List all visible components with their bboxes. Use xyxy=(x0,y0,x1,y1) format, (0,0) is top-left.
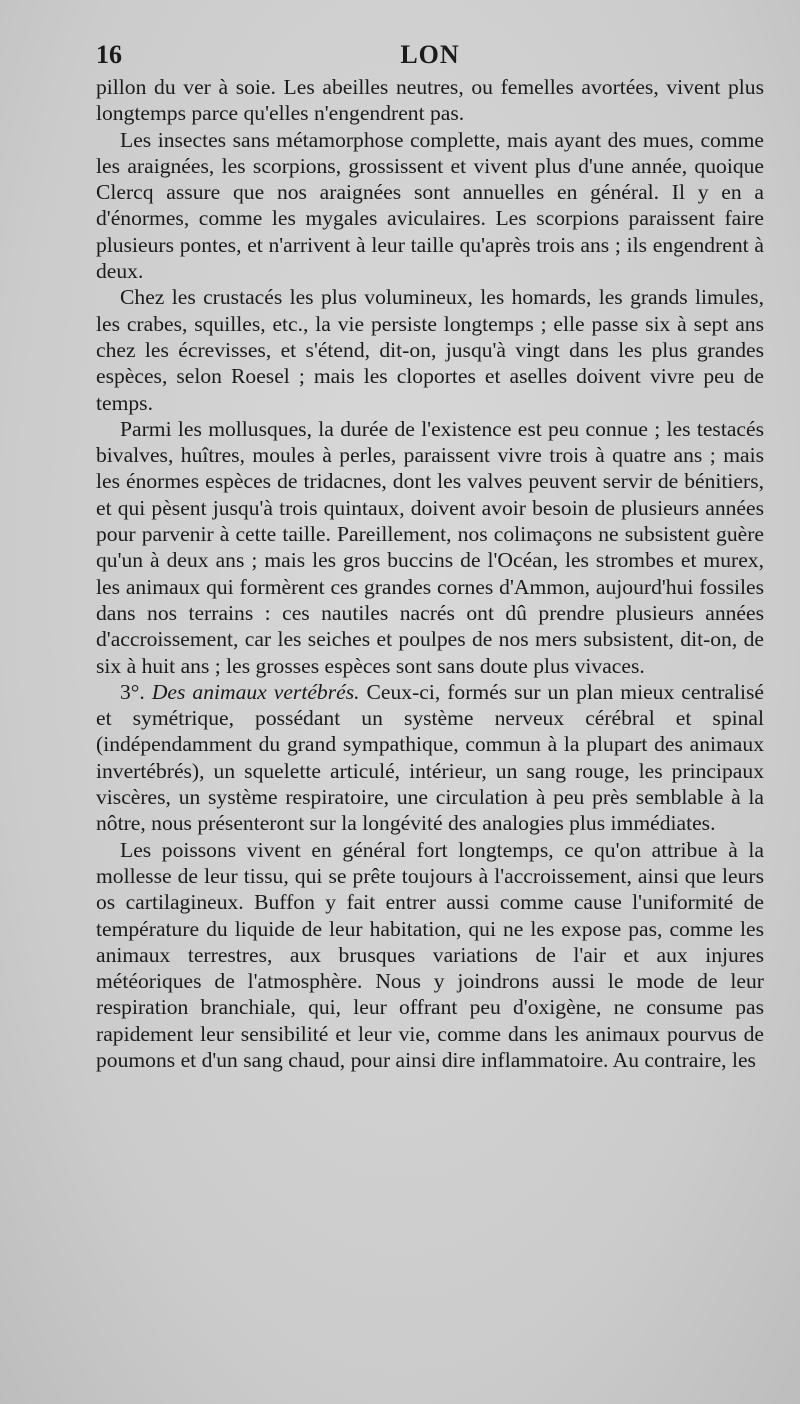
section-text: Ceux-ci, formés sur un plan mieux centralisé et symétrique, possédant un système nerveux cérébral et spinal (indépendamment du grand sympathique, commun à la plupart des animaux invertébrés), un squelette articulé, intérieur, un sang rouge, les principaux viscères, un système respiratoire, une circulation à peu près semblable à la nôtre, nous présenteront sur la longévité des analogies plus immédiates. xyxy=(96,679,764,836)
paragraph-vertebrates xyxy=(96,679,764,837)
paragraph-mollusks: Parmi les mollusques, la durée de l'existence est peu connue ; les testacés bivalves, huîtres, moules à perles, paraissent vivre trois à quatre ans ; mais les énormes espèces de tridacnes, dont les valves peuvent servir de bénitiers, et qui pèsent jusqu'à trois quintaux, doivent avoir besoin de plusieurs années pour parvenir à cette taille. Pareillement, nos colimaçons ne subsistent guère qu'un à deux ans ; mais les gros buccins de l'Océan, les strombes et murex, les animaux qui formèrent ces grandes cornes d'Ammon, aujourd'hui fossiles dans nos terrains : ces nautiles nacrés ont dû prendre plusieurs années d'accroissement, car les seiches et poulpes de nos mers subsistent, dit-on, de six à huit ans ; les grosses espèces sont sans doute plus vivaces. xyxy=(96,416,764,678)
paragraph-insects: Les insectes sans métamorphose complette, mais ayant des mues, comme les araignées, les scorpions, grossissent et vivent plus d'une année, quoique Clercq assure que nos araignées sont annuelles en général. Il y en a d'énormes, comme les mygales aviculaires. Les scorpions paraissent faire plusieurs pontes, et n'arrivent à leur taille qu'après trois ans ; ils engendrent à deux. xyxy=(96,127,764,284)
paragraph-fish: Les poissons vivent en général fort longtemps, ce qu'on attribue à la mollesse de leur tissu, qui se prête toujours à l'accroissement, ainsi que leurs os cartilagineux. Buffon y fait entrer aussi comme cause l'uniformité de température du liquide de leur habitation, qui ne les expose pas, comme les animaux terrestres, aux brusques variations de l'air et aux injures météoriques de l'atmosphère. Nous y joindrons aussi le mode de leur respiration branchiale, qui, leur offrant peu d'oxigène, ne consume pas rapidement leur sensibilité et leur vie, comme dans les animaux pourvus de poumons et d'un sang chaud, pour ainsi dire inflammatoire. Au contraire, les xyxy=(96,837,764,1072)
body-text xyxy=(96,74,764,1073)
page-number: 16 xyxy=(96,40,122,69)
page-header xyxy=(96,40,764,78)
section-number: 3°. xyxy=(120,679,152,704)
section-title: Des animaux vertébrés. xyxy=(151,679,360,704)
running-head: LON xyxy=(400,40,460,69)
paragraph-crustaceans: Chez les crustacés les plus volumineux, les homards, les grands limules, les crabes, squilles, etc., la vie persiste longtemps ; elle passe six à sept ans chez les écrevisses, et s'étend, dit-on, jusqu'à vingt dans les plus grandes espèces, selon Roesel ; mais les cloportes et aselles doivent vivre peu de temps. xyxy=(96,285,764,415)
paragraph-continuation: pillon du ver à soie. Les abeilles neutres, ou femelles avortées, vivent plus longtemps parce qu'elles n'engendrent pas. xyxy=(96,75,764,126)
